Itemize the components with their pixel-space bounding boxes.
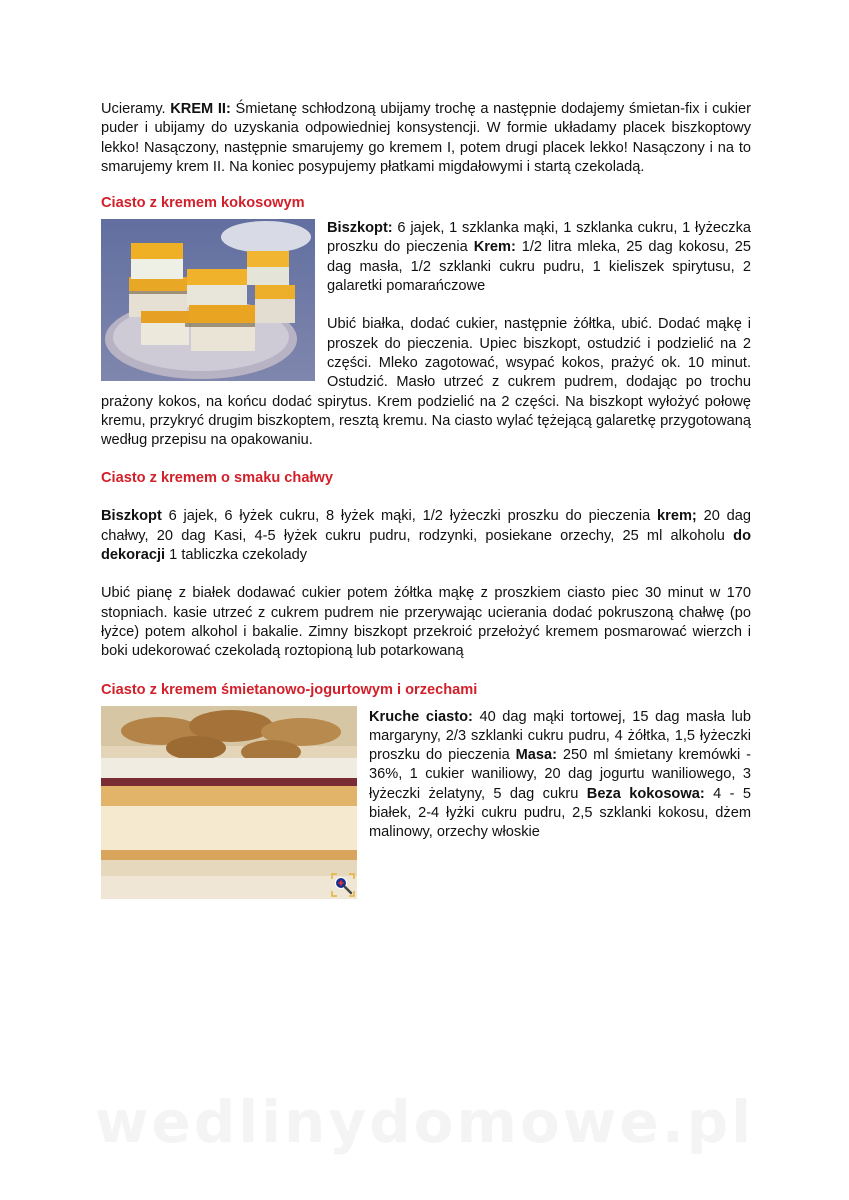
- walnut-cake-photo-icon: [101, 706, 357, 899]
- recipe2-ingredients: [101, 507, 751, 565]
- biszkopt-text: 6 jajek, 6 łyżek cukru, 8 łyżek mąki, 1/2 łyżeczki proszku do pieczenia: [161, 508, 658, 525]
- recipe2-title: Ciasto z kremem o smaku chałwy: [101, 470, 333, 487]
- dekoracja-label: do dekoracji: [101, 527, 751, 564]
- coconut-cake-photo-icon: [101, 219, 315, 381]
- krem-label: Krem:: [473, 239, 516, 256]
- krem-ii-label: KREM II:: [170, 101, 231, 117]
- kruche-ciasto-label: Kruche ciasto:: [369, 708, 473, 725]
- document-page: [101, 100, 751, 905]
- beza-text: 4 - 5 białek, 2-4 łyżki cukru pudru, 2,5 szklanki kokosu, dżem malinowy, orzechy włoskie: [369, 785, 751, 841]
- krem-label: krem;: [657, 508, 697, 525]
- recipe1-title: Ciasto z kremem kokosowym: [101, 195, 305, 212]
- dekoracja-text: 1 tabliczka czekolady: [165, 547, 308, 564]
- recipe3-title: Ciasto z kremem śmietanowo-jogurtowym i orzechami: [101, 681, 478, 698]
- krem-text: 1/2 litra mleka, 25 dag kokosu, 25 dag masła, 1/2 szklanki cukru pudru, 1 kieliszek spirytusu, 2 galaretki pomarańczowe: [327, 239, 752, 295]
- intro-text: Śmietanę schłodzoną ubijamy trochę a następnie dodajemy śmietan-fix i cukier puder i ubijamy do uzyskania odpowiedniej konsystencji. W formie układamy placek biszkoptowy lekko! Nasączony, następnie smarujemy go kremem I, potem drugi placek lekko! Nasączony i na to smarujemy krem II. Na koniec posypujemy płatkami migdałowymi i startą czekoladą.: [101, 101, 752, 175]
- kruche-ciasto-text: 40 dag mąki tortowej, 15 dag masła lub margaryny, 2/3 szklanki cukru pudru, 4 żółtka, 1,5 łyżeczki proszku do pieczenia: [369, 708, 751, 764]
- krem-text: 20 dag chałwy, 20 dag Kasi, 4-5 łyżek cukru pudru, rodzynki, posiekane orzechy, 25 ml alkoholu: [101, 508, 751, 544]
- watermark: wedlinydomowe.pl: [94, 1088, 755, 1156]
- recipe1-method: Ubić białka, dodać cukier, następnie żółtka, ubić. Dodać mąkę i proszek do pieczenia. Upiec biszkopt, ostudzić i podzielić na 2 części. Mleko zagotować, wsypać kokos, prażyć ok. 10 minut. Ostudzić. Masło utrzeć z cukrem pudrem, dodając po trochu prażony kokos, na końcu dodać spirytus. Krem podzielić na 2 części. Na biszkopt wyłożyć połowę kremu, przykryć drugim biszkoptem, resztą kremu. Na ciasto wylać tężejącą galaretkę przygotowaną według przepisu na opakowaniu.: [101, 316, 751, 449]
- biszkopt-label: Biszkopt:: [327, 220, 393, 237]
- biszkopt-label: Biszkopt: [101, 508, 162, 525]
- masa-label: Masa:: [515, 747, 557, 764]
- magnifier-icon[interactable]: [331, 873, 355, 897]
- intro-lead: Ucieramy.: [101, 101, 171, 117]
- biszkopt-text: 6 jajek, 1 szklanka mąki, 1 szklanka cukru, 1 łyżeczka proszku do pieczenia: [327, 220, 751, 256]
- recipe2-method: Ubić pianę z białek dodawać cukier potem żółtka mąkę z proszkiem ciasto piec 30 minut w 170 stopniach. kasie utrzeć z cukrem pudrem nie przerywając ucierania dodać pokruszoną chałwę (po łyżce) potem alkohol i bakalie. Zimny biszkopt przekroić przełożyć kremem posmarować wierzch i boki udekorować czekoladą roztopioną lub potarkowaną: [101, 585, 751, 660]
- beza-label: Beza kokosowa:: [586, 785, 705, 802]
- masa-text: 250 ml śmietany kremówki - 36%, 1 cukier waniliowy, 20 dag jogurtu waniliowego, 3 łyżeczki żelatyny, 5 dag cukru: [369, 747, 752, 802]
- intro-paragraph: [101, 100, 751, 177]
